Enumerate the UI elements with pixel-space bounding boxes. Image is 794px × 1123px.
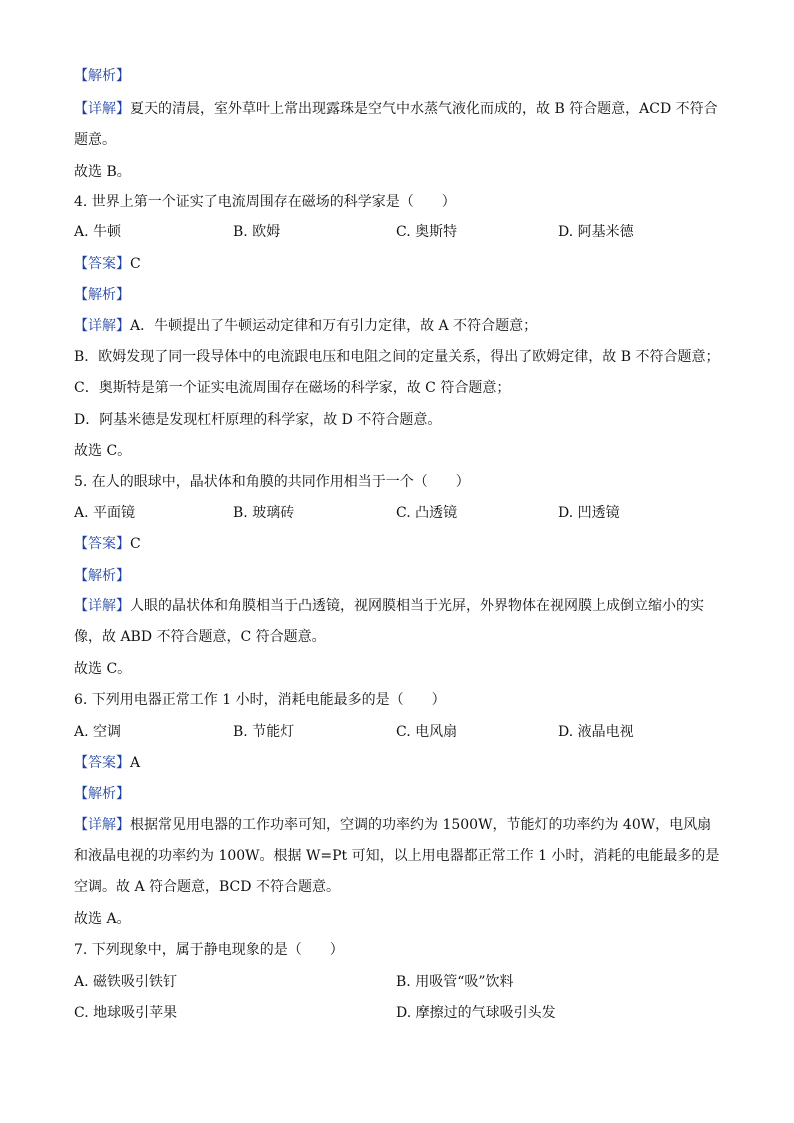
q5-detail [74, 591, 724, 653]
q5-conclusion: 故选 C。 [74, 661, 132, 677]
q6-option-b: B. 节能灯 [233, 724, 295, 740]
q6-answer-value: A [130, 755, 141, 771]
q6-option-a: A. 空调 [74, 724, 122, 740]
q4-option-c: C. 奥斯特 [396, 224, 458, 240]
q5-analysis-tag: 【解析】 [74, 568, 130, 584]
q3-detail [74, 94, 724, 156]
analysis-tag: 【解析】 [74, 68, 130, 84]
q7-option-c: C. 地球吸引苹果 [74, 1005, 178, 1021]
q6-detail-tag: 【详解】 [74, 817, 130, 833]
q3-detail-text: 夏天的清晨，室外草叶上常出现露珠是空气中水蒸气液化而成的，故 B 符合题意，ACD 不符合题意。 [74, 101, 718, 148]
q6-detail [74, 810, 724, 903]
q7-option-b: B. 用吸管“吸”饮料 [396, 974, 514, 990]
q6-answer-tag: 【答案】 [74, 755, 130, 771]
answer-tag: 【答案】 [74, 256, 130, 272]
q4-option-b: B. 欧姆 [233, 224, 281, 240]
q5-option-c: C. 凸透镜 [396, 505, 458, 521]
q5-answer-tag: 【答案】 [74, 536, 130, 552]
q5-option-a: A. 平面镜 [74, 505, 136, 521]
q4-detail-c: C．奥斯特是第一个证实电流周围存在磁场的科学家，故 C 符合题意； [74, 380, 511, 396]
q7-option-d: D. 摩擦过的气球吸引头发 [396, 1005, 556, 1021]
q7-option-a: A. 磁铁吸引铁钉 [74, 974, 178, 990]
q4-detail-tag: 【详解】 [74, 318, 130, 334]
q5-detail-text: 人眼的晶状体和角膜相当于凸透镜，视网膜相当于光屏，外界物体在视网膜上成倒立缩小的实像，故 ABD 不符合题意，C 符合题意。 [74, 598, 704, 645]
q6-options [74, 722, 724, 742]
q6-option-d: D. 液晶电视 [558, 724, 634, 740]
q4-detail-d: D．阿基米德是发现杠杆原理的科学家，故 D 不符合题意。 [74, 412, 442, 428]
q3-conclusion: 故选 B。 [74, 164, 131, 180]
q6-analysis-tag: 【解析】 [74, 786, 130, 802]
q7-options-row-2 [74, 1003, 724, 1023]
q5-option-d: D. 凹透镜 [558, 505, 620, 521]
q5-detail-tag: 【详解】 [74, 598, 130, 614]
q7-options-row-1 [74, 972, 724, 992]
q6-stem: 6. 下列用电器正常工作 1 小时，消耗电能最多的是（ ） [74, 692, 446, 708]
q4-detail-a-text: A．牛顿提出了牛顿运动定律和万有引力定律，故 A 不符合题意； [130, 318, 538, 334]
q4-conclusion: 故选 C。 [74, 443, 132, 459]
q4-option-d: D. 阿基米德 [558, 224, 634, 240]
q5-option-b: B. 玻璃砖 [233, 505, 295, 521]
q4-option-a: A. 牛顿 [74, 224, 122, 240]
q4-analysis-tag: 【解析】 [74, 287, 130, 303]
q6-answer [74, 753, 140, 773]
q7-stem: 7. 下列现象中，属于静电现象的是（ ） [74, 942, 344, 958]
q6-option-c: C. 电风扇 [396, 724, 458, 740]
q5-stem: 5. 在人的眼球中，晶状体和角膜的共同作用相当于一个（ ） [74, 474, 470, 490]
q4-detail-b: B．欧姆发现了同一段导体中的电流跟电压和电阻之间的定量关系，得出了欧姆定律，故 B 不符合题意； [74, 349, 720, 365]
detail-tag: 【详解】 [74, 101, 130, 117]
q5-answer [74, 534, 141, 554]
q6-detail-text: 根据常见用电器的工作功率可知，空调的功率约为 1500W，节能灯的功率约为 40W，电风扇和液晶电视的功率约为 100W。根据 W=Pt 可知，以上用电器都正常工作 1 小时，消耗的电能最多的是空调。故 A 符合题意，BCD 不符合题意。 [74, 817, 720, 895]
q4-answer [74, 254, 141, 274]
q5-options [74, 503, 724, 523]
q5-answer-value: C [130, 536, 141, 552]
q4-options [74, 222, 724, 242]
q4-stem: 4. 世界上第一个证实了电流周围存在磁场的科学家是（ ） [74, 194, 456, 210]
q6-conclusion: 故选 A。 [74, 911, 131, 927]
q4-detail-a [74, 316, 537, 336]
q4-answer-value: C [130, 256, 141, 272]
